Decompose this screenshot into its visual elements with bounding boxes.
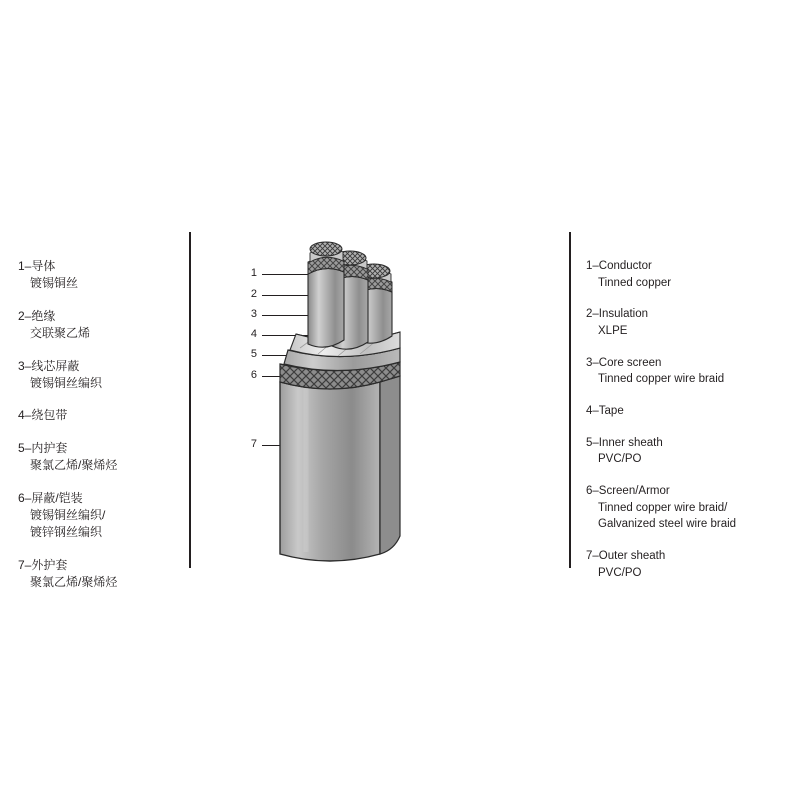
legend-item <box>586 306 786 339</box>
legend-english <box>586 258 786 596</box>
legend-item <box>18 358 186 393</box>
legend-head: 3–Core screen <box>586 356 662 369</box>
legend-sub: 镀锡铜丝 <box>30 276 79 291</box>
legend-sub: Tinned copper wire braid <box>598 373 725 386</box>
core-left <box>308 242 344 347</box>
legend-head: 7–Outer sheath <box>586 550 666 563</box>
legend-item <box>586 548 786 581</box>
legend-sub: XLPE <box>598 325 628 338</box>
legend-sub: PVC/PO <box>598 453 642 466</box>
legend-head: 3–线芯屏蔽 <box>18 358 80 373</box>
legend-item <box>18 258 186 293</box>
legend-head: 5–Inner sheath <box>586 436 663 449</box>
callout-number-6: 6 <box>250 369 257 381</box>
callout-number-3: 3 <box>250 308 257 320</box>
legend-item <box>586 435 786 468</box>
callout-number-1: 1 <box>250 267 257 279</box>
callout-number-2: 2 <box>250 288 257 300</box>
legend-item <box>18 557 186 592</box>
legend-sub: PVC/PO <box>598 566 642 579</box>
legend-head: 5–内护套 <box>18 440 68 455</box>
legend-item <box>18 440 186 475</box>
legend-item <box>586 355 786 388</box>
divider-left <box>189 232 191 568</box>
legend-item <box>586 258 786 291</box>
callout-number-4: 4 <box>250 328 257 340</box>
legend-item <box>18 490 186 542</box>
legend-head: 4–Tape <box>586 405 624 418</box>
legend-sub: 镀锡铜丝编织 <box>30 375 103 390</box>
legend-head: 6–屏蔽/铠装 <box>18 490 83 505</box>
legend-sub: Tinned copper wire braid/ <box>598 501 728 514</box>
legend-sub: 聚氯乙烯/聚烯烃 <box>30 575 118 590</box>
legend-head: 2–Insulation <box>586 308 649 321</box>
cable-illustration <box>270 236 470 568</box>
callout-number-7: 7 <box>250 438 257 450</box>
divider-right <box>569 232 571 568</box>
legend-sub: Tinned copper <box>598 276 672 289</box>
legend-head: 4–绕包带 <box>18 408 68 423</box>
legend-sub: 镀锡铜丝编织/ <box>30 507 106 522</box>
legend-sub-2: Galvanized steel wire braid <box>598 518 737 531</box>
legend-chinese <box>18 258 186 606</box>
legend-head: 1–导体 <box>18 259 56 273</box>
callout-number-5: 5 <box>250 348 257 360</box>
legend-item <box>18 308 186 343</box>
legend-head: 1–Conductor <box>586 260 652 272</box>
outer-sheath-layer <box>280 376 400 561</box>
legend-sub: 交联聚乙烯 <box>30 326 91 341</box>
legend-item <box>586 403 786 420</box>
legend-item <box>18 407 186 424</box>
legend-sub: 聚氯乙烯/聚烯烃 <box>30 458 118 473</box>
legend-item <box>586 483 786 533</box>
legend-head: 6–Screen/Armor <box>586 485 670 498</box>
legend-sub-2: 镀锌钢丝编织 <box>30 525 103 540</box>
legend-head: 2–绝缘 <box>18 308 56 323</box>
legend-head: 7–外护套 <box>18 557 68 572</box>
